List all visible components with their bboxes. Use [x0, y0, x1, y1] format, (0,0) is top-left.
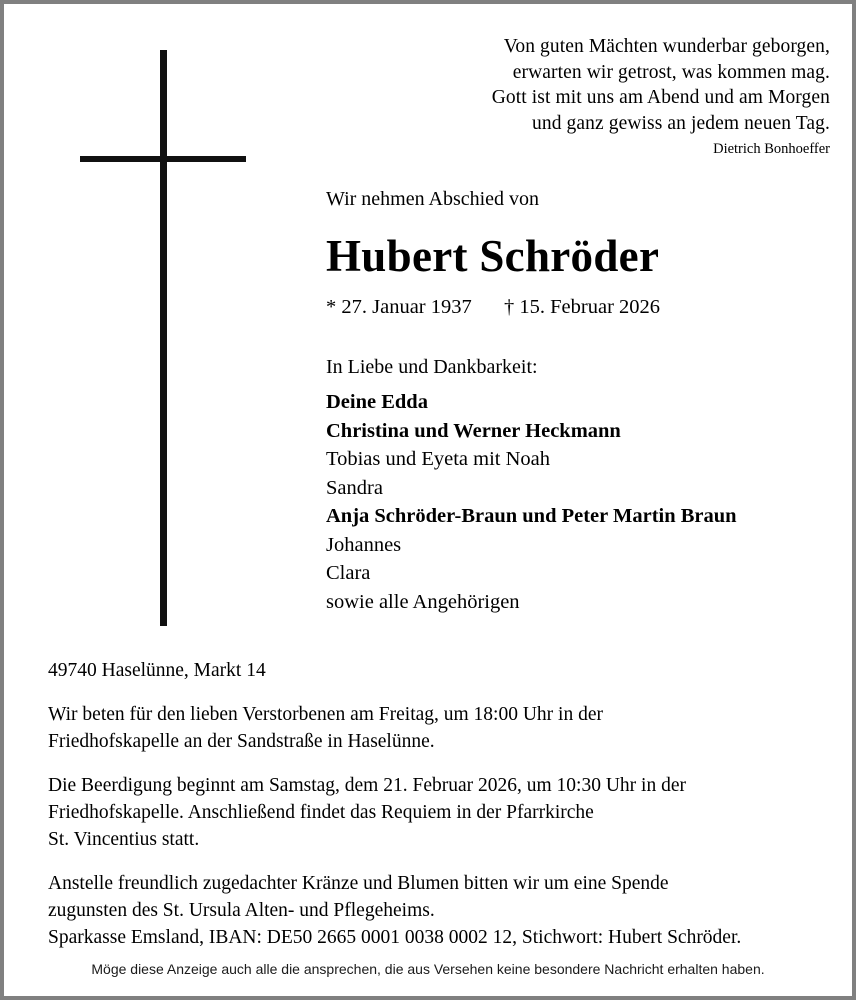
survivor-item: sowie alle Angehörigen [326, 590, 520, 613]
memorial-verse [434, 34, 830, 160]
prayer-paragraph [48, 701, 830, 755]
donation-line-2: zugunsten des St. Ursula Alten- und Pflegeheims. [48, 900, 435, 921]
service-details [48, 658, 830, 951]
funeral-line-3: St. Vincentius statt. [48, 829, 200, 850]
funeral-line-1: Die Beerdigung beginnt am Samstag, dem 21. Februar 2026, um 10:30 Uhr in der [48, 775, 686, 796]
funeral-paragraph [48, 772, 830, 853]
verse-line-3: Gott ist mit uns am Abend und am Morgen [491, 87, 830, 108]
survivor-item: Tobias und Eyeta mit Noah [326, 448, 551, 470]
funeral-line-2: Friedhofskapelle. Anschließend findet das Requiem in der Pfarrkirche [48, 802, 594, 823]
farewell-text: Wir nehmen Abschied von [326, 188, 540, 210]
verse-line-4: und ganz gewiss an jedem neuen Tag. [532, 112, 830, 134]
donation-line-1: Anstelle freundlich zugedachter Kränze und Blumen bitten wir um eine Spende [48, 873, 669, 894]
footer-note: Möge diese Anzeige auch alle die ansprechen, die aus Versehen keine besondere Nachricht erhalten haben. [91, 961, 765, 977]
cross-horizontal-bar [80, 156, 246, 162]
survivor-item: Sandra [326, 476, 383, 499]
death-symbol: † [504, 296, 515, 318]
survivor-item: Johannes [326, 533, 402, 556]
life-dates [326, 294, 830, 320]
dedication-text: In Liebe und Dankbarkeit: [326, 356, 538, 378]
cross-vertical-bar [160, 50, 167, 626]
survivor-item: Deine Edda [326, 391, 428, 413]
verse-attribution: Dietrich Bonhoeffer [713, 141, 830, 157]
announcement-block [326, 186, 830, 616]
survivors-list [326, 388, 830, 616]
deceased-name: Hubert Schröder [326, 231, 660, 281]
donation-bank-line: Sparkasse Emsland, IBAN: DE50 2665 0001 0038 0002 12, Stichwort: Hubert Schröder. [48, 927, 742, 948]
verse-line-2: erwarten wir getrost, was kommen mag. [512, 61, 830, 83]
verse-line-1: Von guten Mächten wunderbar geborgen, [503, 36, 830, 57]
survivor-item: Anja Schröder-Braun und Peter Martin Braun [326, 505, 737, 527]
birth-symbol: * [326, 296, 337, 318]
death-date: 15. Februar 2026 [519, 296, 661, 318]
survivor-item: Clara [326, 562, 371, 584]
survivor-item: Christina und Werner Heckmann [326, 419, 621, 442]
address-line: 49740 Haselünne, Markt 14 [48, 660, 266, 681]
birth-date: 27. Januar 1937 [341, 296, 472, 318]
prayer-line-2: Friedhofskapelle an der Sandstraße in Haselünne. [48, 731, 435, 752]
cross-icon [80, 50, 250, 626]
donation-paragraph [48, 870, 830, 951]
prayer-line-1: Wir beten für den lieben Verstorbenen am Freitag, um 18:00 Uhr in der [48, 704, 603, 725]
